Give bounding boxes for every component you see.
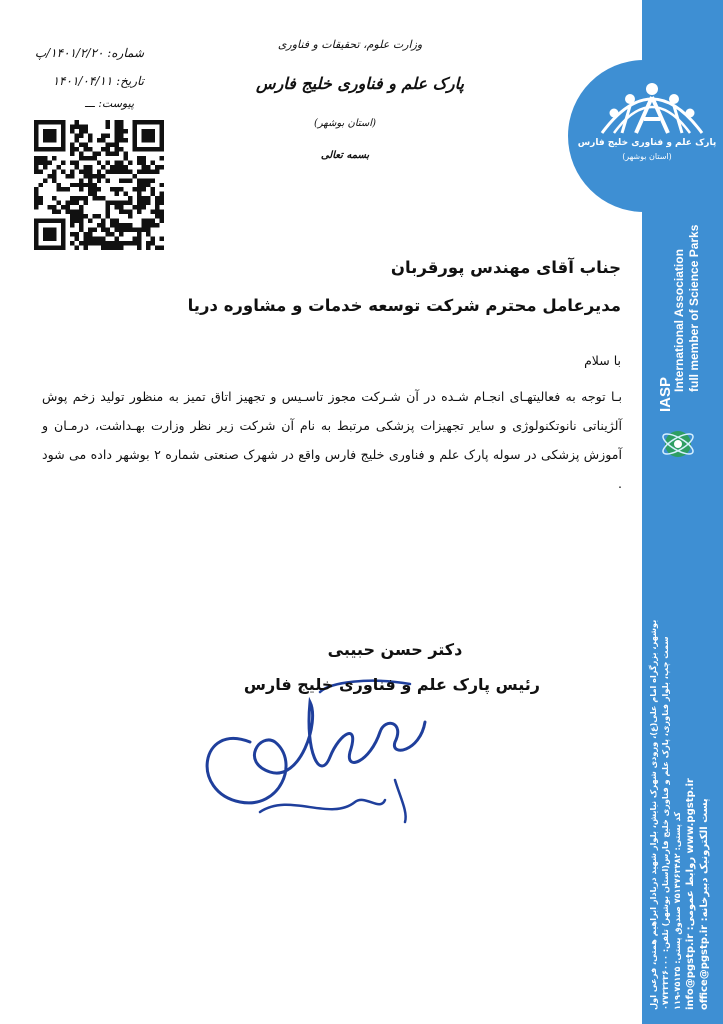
- ministry-name: وزارت علوم، تحقیقات و فناوری: [277, 38, 423, 51]
- basmala: بسمه تعالی: [320, 150, 370, 161]
- qr-modules: [34, 120, 164, 250]
- park-name: پارک علم و فناوری خلیج فارس: [256, 74, 464, 93]
- letter-attachment: پیوست: ـــ: [85, 97, 134, 110]
- logo-subtitle: (استان بوشهر): [622, 152, 672, 161]
- letter-body: بـا توجه به فعالیتهـای انجـام شـده در آن شـرکت مجوز تاسـیس و تجهیز اتاق تمیز به منظور تولید زخم پوش آلژیناتی نانوتکنولوژی و سایر تجهیزات پزشکی مرتبط به نام آن شرکت زیر نظر وزارت بهـداشت، درمـان و آموزش پزشکی در سوله پارک علم و فناوری خلیج فارس واقع در شهرک صنعتی شماره ۲ بوشهر داده می شود .: [42, 389, 622, 491]
- letter-number: شماره: ۱۴۰۱/۲/۲۰/پ: [34, 46, 144, 60]
- province-name: (استان بوشهر): [313, 118, 376, 129]
- letter-date: تاریخ: ۱۴۰۱/۰۴/۱۱: [52, 74, 144, 88]
- signer-title: رئیس پارک علم و فناوری خلیج فارس: [243, 675, 540, 694]
- address-line-1: بوشهر، بزرگراه امام علی(ع)، ورودی شهرک نیایش، بلوار شهید دریادار ابراهیم همتی، فرعی اول: [648, 619, 658, 1010]
- iasp-globe-icon: [660, 424, 696, 464]
- greeting: با سلام: [584, 353, 621, 368]
- iasp-label: IASP: [657, 376, 674, 412]
- qr-code[interactable]: [34, 120, 164, 250]
- website-email[interactable]: www.pgstp.ir روابط عمومی: info@pgstp.ir: [685, 778, 696, 1010]
- addressee-title: مدیرعامل محترم شرکت توسعه خدمات و مشاوره دریا: [187, 296, 621, 315]
- address-line-3: کد پستی: ۷۵۱۴۷۶۳۴۸۲ صندوق پستی: ۷۵۱۳۵-۱۱۹: [672, 811, 682, 1010]
- addressee-name: جناب آقای مهندس پورقربان: [390, 258, 621, 277]
- address-line-2: سمت چپ، بلوار فناوری، پارک علم و فناوری خلیج فارس(استان بوشهر) تلفن: ۰۷۷۳۳۳۳۶۰۰۰: [660, 636, 670, 1010]
- iasp-association-text: International Association: [672, 249, 686, 392]
- logo-title: پارک علم و فناوری خلیج فارس: [577, 138, 717, 148]
- iasp-member-text: full member of Science Parks: [687, 224, 701, 392]
- park-logo-icon: [592, 75, 712, 147]
- office-email[interactable]: پست الکترونیک دبیرخانه: office@pgstp.ir: [699, 798, 710, 1010]
- signer-name: دکتر حسن حبیبی: [327, 640, 463, 659]
